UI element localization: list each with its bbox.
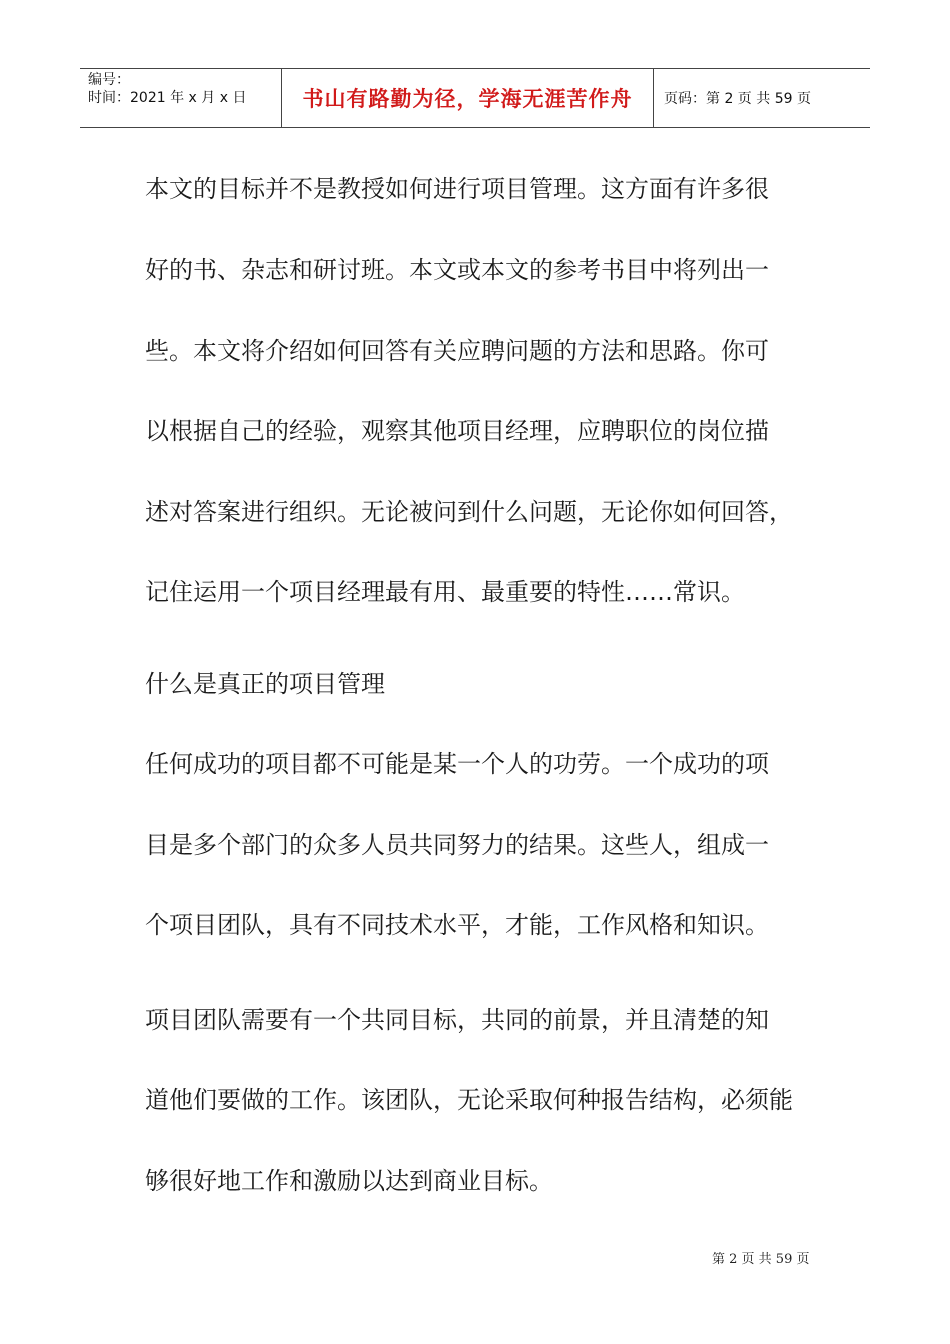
header-number-label: 编号： bbox=[88, 72, 130, 88]
page-footer: 第 2 页 共 59 页 bbox=[712, 1252, 810, 1267]
page-header bbox=[80, 68, 870, 128]
header-page-info: 页码：第 2 页 共 59 页 bbox=[664, 91, 811, 107]
body-line: 记住运用一个项目经理最有用、最重要的特性……常识。 bbox=[145, 578, 745, 606]
body-line: 述对答案进行组织。无论被问到什么问题，无论你如何回答， bbox=[145, 498, 793, 526]
body-line: 目是多个部门的众多人员共同努力的结果。这些人，组成一 bbox=[145, 831, 769, 859]
body-line: 任何成功的项目都不可能是某一个人的功劳。一个成功的项 bbox=[145, 750, 769, 778]
body-line: 道他们要做的工作。该团队，无论采取何种报告结构，必须能 bbox=[145, 1086, 793, 1114]
body-line: 个项目团队，具有不同技术水平，才能，工作风格和知识。 bbox=[145, 911, 769, 939]
section-heading: 什么是真正的项目管理 bbox=[145, 670, 385, 698]
header-motto: 书山有路勤为径，学海无涯苦作舟 bbox=[282, 69, 654, 127]
header-time-label: 时间：2021 年 x 月 x 日 bbox=[88, 90, 247, 106]
body-line: 好的书、杂志和研讨班。本文或本文的参考书目中将列出一 bbox=[145, 256, 769, 284]
body-line: 本文的目标并不是教授如何进行项目管理。这方面有许多很 bbox=[145, 175, 769, 203]
body-line: 项目团队需要有一个共同目标，共同的前景，并且清楚的知 bbox=[145, 1006, 769, 1034]
body-line: 些。本文将介绍如何回答有关应聘问题的方法和思路。你可 bbox=[145, 337, 769, 365]
body-line: 以根据自己的经验，观察其他项目经理，应聘职位的岗位描 bbox=[145, 417, 769, 445]
header-meta bbox=[80, 69, 282, 127]
body-line: 够很好地工作和激励以达到商业目标。 bbox=[145, 1167, 553, 1195]
